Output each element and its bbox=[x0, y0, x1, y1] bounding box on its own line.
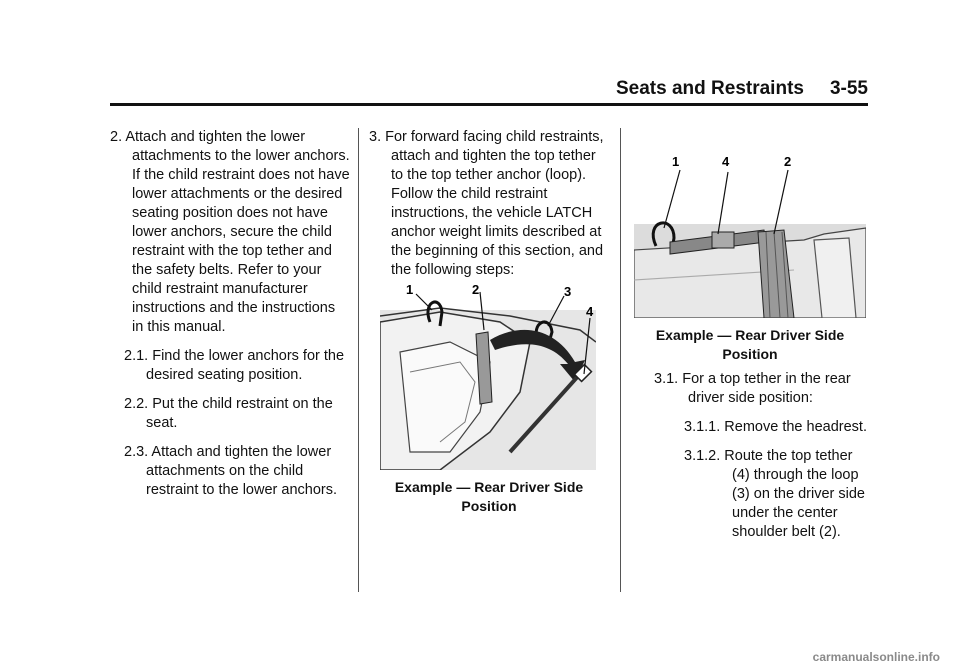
column-divider-2 bbox=[620, 128, 621, 592]
column-3-text bbox=[652, 370, 872, 552]
step-2-3: 2.3. Attach and tighten the lower attachments on the child restraint to the lower anchors. bbox=[124, 444, 338, 498]
step-2-1: 2.1. Find the lower anchors for the desired seating position. bbox=[124, 348, 345, 383]
step-3-1-2: 3.1.2. Route the top tether (4) through the loop (3) on the driver side under the center shoulder belt (2). bbox=[684, 448, 865, 540]
figure-2-caption: Example — Rear Driver Side Position bbox=[655, 327, 845, 362]
fig2-label-1: 1 bbox=[672, 154, 680, 169]
fig1-label-1: 1 bbox=[406, 282, 414, 297]
column-divider-1 bbox=[358, 128, 359, 592]
step-3-1-1: 3.1.1. Remove the headrest. bbox=[684, 419, 867, 435]
figure-1-caption: Example — Rear Driver Side Position bbox=[394, 479, 584, 514]
figure-1 bbox=[380, 282, 596, 470]
fig2-label-2: 2 bbox=[784, 154, 792, 169]
watermark: carmanualsonline.info bbox=[812, 650, 940, 664]
step-3-1: 3.1. For a top tether in the rear driver side position: bbox=[654, 371, 851, 406]
step-2-2: 2.2. Put the child restraint on the seat. bbox=[124, 396, 333, 431]
header-rule bbox=[110, 103, 868, 106]
step-3: 3. For forward facing child restraints, attach and tighten the top tether to the top tether anchor (loop). Follow the child restraint instructions, the vehicle LATCH anchor weight limits described at the beginning of this section, and the following steps: bbox=[369, 129, 604, 278]
fig1-label-3: 3 bbox=[564, 284, 572, 299]
page-header bbox=[616, 78, 868, 100]
fig1-label-4: 4 bbox=[586, 304, 594, 319]
step-2: 2. Attach and tighten the lower attachments to the lower anchors. If the child restraint does not have lower attachments or the desired seating position does not have lower anchors, secure the child restraint with the top tether and the safety belts. Refer to your child restraint manufacturer instructions and the instructions in this manual. bbox=[110, 129, 350, 335]
figure-2-illustration bbox=[634, 150, 866, 318]
fig2-label-4: 4 bbox=[722, 154, 730, 169]
column-1 bbox=[110, 128, 350, 510]
fig1-label-2: 2 bbox=[472, 282, 480, 297]
figure-2 bbox=[634, 150, 866, 318]
section-title: Seats and Restraints bbox=[616, 78, 804, 99]
figure-1-illustration bbox=[380, 282, 596, 470]
page-number: 3-55 bbox=[829, 78, 868, 99]
column-2 bbox=[369, 128, 609, 290]
